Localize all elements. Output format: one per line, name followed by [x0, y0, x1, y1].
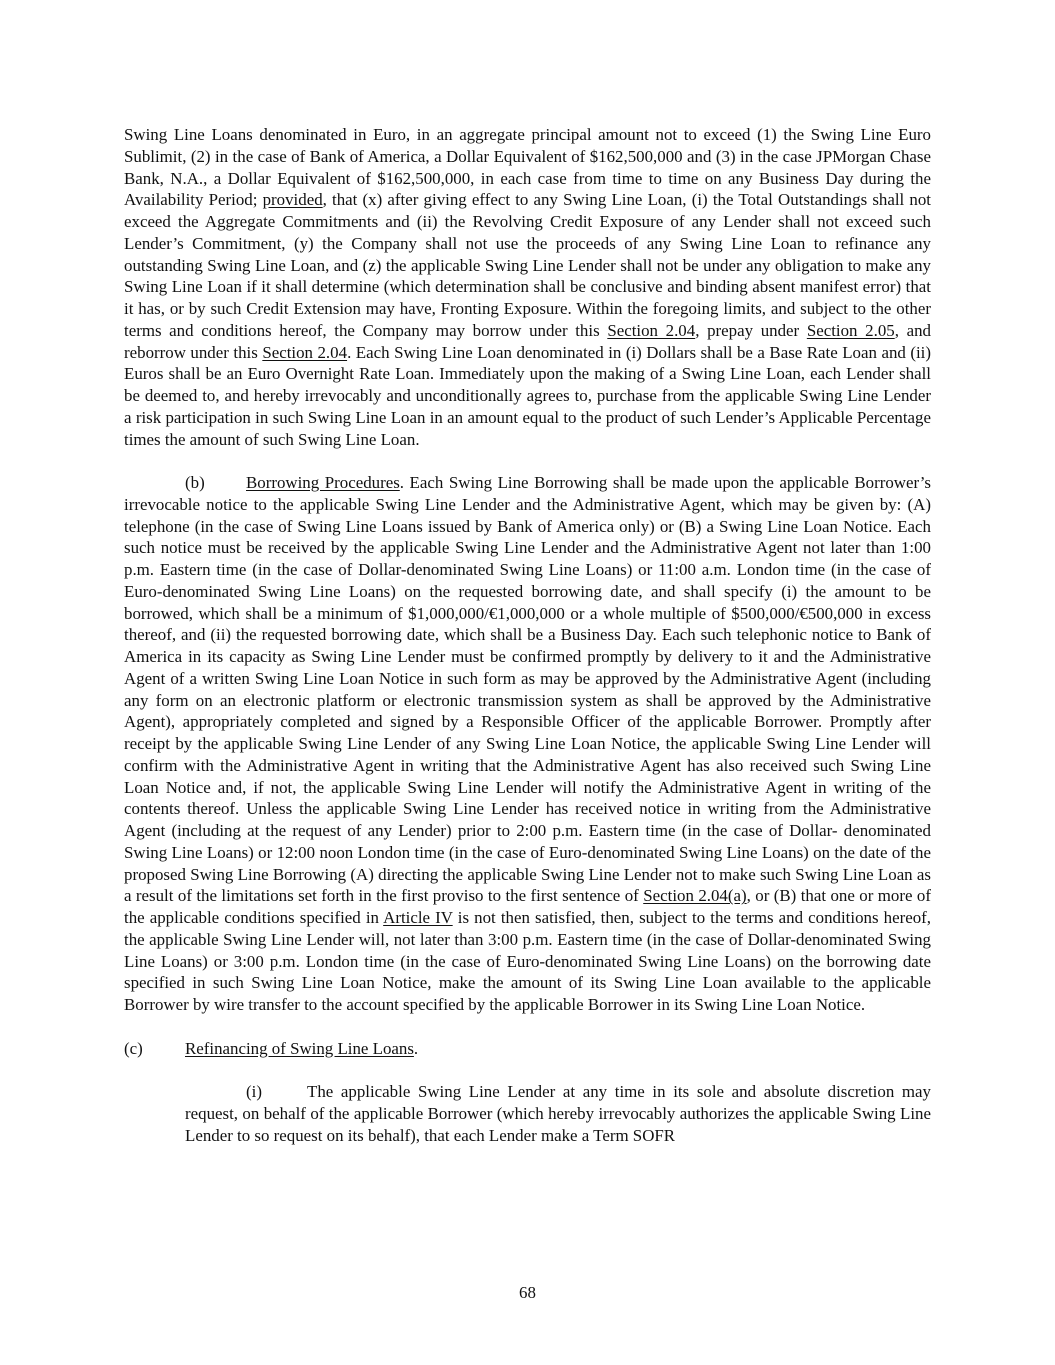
- text: , or (B) that one or more of the applicable conditions specified in: [124, 886, 931, 927]
- defined-term-provided: provided: [262, 190, 323, 210]
- text: Swing Line Loans denominated in Euro, in an aggregate principal amount not to exceed (1) the Swing Line Euro Sublimit, (2) in the case of Bank of America, a Dollar Equivalent of $162,500,000 and (3) in the case JPMorgan Chase Bank, N.A., a Dollar Equivalent of $162,500,000, in each case from time to time on any Business Day during the Availability Period;: [124, 125, 931, 210]
- section-ref-2-04: Section 2.04: [262, 342, 348, 362]
- text: , that (x) after giving effect to any Swing Line Loan, (i) the Total Outstandings shall not exceed the Aggregate Commitments and (ii) the Revolving Credit Exposure of any Lender shall not exceed such Lender’s Commitment, (y) the Company shall not use the proceeds of any Swing Line Loan to refinance any outstanding Swing Line Loan, and (z) the applicable Swing Line Lender shall not be under any obligation to make any Swing Line Loan if it shall determine (which determination shall be conclusive and binding absent manifest error) that it has, or by such Credit Extension may have, Fronting Exposure. Within the foregoing limits, and subject to the other terms and conditions hereof, the Company may borrow under this: [124, 190, 931, 340]
- section-ref-2-04: Section 2.04: [607, 320, 696, 340]
- paragraph-number: (c): [124, 1038, 143, 1058]
- text: , and reborrow under this: [124, 320, 931, 362]
- paragraph-heading: Refinancing of Swing Line Loans: [185, 1038, 414, 1058]
- text: The applicable Swing Line Lender at any time in its sole and absolute discretion may request, on behalf of the applicable Borrower (which hereby irrevocably authorizes the applicable Swing Line Lender to so request on its behalf), that each Lender make a Term SOFR: [185, 1082, 931, 1145]
- text: is not then satisfied, then, subject to the terms and conditions hereof, the applicable Swing Line Lender will, not later than 3:00 p.m. Eastern time (in the case of Dollar-denominated Swing Line Loans) or 3:00 p.m. London time (in the case of Euro-denominated Swing Line Loans) on the borrowing date specified in such Swing Line Loan Notice, make the amount of its Swing Line Loan available to the applicable Borrower by wire transfer to the account specified by the applicable Borrower in its Swing Line Loan Notice.: [124, 908, 931, 1014]
- page-number: 68: [519, 1283, 536, 1302]
- paragraph-number: (b): [185, 473, 205, 492]
- section-ref-2-05: Section 2.05: [806, 320, 895, 340]
- article-ref-iv: Article IV: [383, 908, 453, 927]
- paragraph-a: [124, 124, 931, 450]
- text: . Each Swing Line Borrowing shall be made upon the applicable Borrower’s irrevocable notice to the applicable Swing Line Lender and the Administrative Agent, which may be given by: (A) telephone (in the case of Swing Line Loans issued by Bank of America only) or (B) a Swing Line Loan Notice. Each such notice must be received by the applicable Swing Line Lender and the Administrative Agent not later than 1:00 p.m. Eastern time (in the case of Dollar-denominated Swing Line Loans) or 11:00 a.m. London time (in the case of Euro-denominated Swing Line Loans) on the requested borrowing date, and shall specify (i) the amount to be borrowed, which shall be a minimum of $1,000,000/€1,000,000 or a whole multiple of $500,000/€500,000 in excess thereof, and (ii) the requested borrowing date, which shall be a Business Day. Each such telephonic notice to Bank of America in its capacity as Swing Line Lender must be confirmed promptly by delivery to it and the Administrative Agent of a written Swing Line Loan Notice in such form as may be approved by the Administrative Agent (including any form on an electronic platform or electronic transmission system as shall be approved by the Administrative Agent), appropriately completed and signed by a Responsible Officer of the applicable Borrower. Promptly after receipt by the applicable Swing Line Lender of any Swing Line Loan Notice, the applicable Swing Line Lender will confirm with the Administrative Agent in writing that the Administrative Agent has also received such Swing Line Loan Notice and, if not, the applicable Swing Line Lender will notify the Administrative Agent in writing of the contents thereof. Unless the applicable Swing Line Lender has received notice in writing from the Administrative Agent (including at the request of any Lender) prior to 2:00 p.m. Eastern time (in the case of Dollar- denominated Swing Line Loans) or 12:00 noon London time (in the case of Euro-denominated Swing Line Loans) on the date of the proposed Swing Line Borrowing (A) directing the applicable Swing Line Lender not to make such Swing Line Loan as a result of the limitations set forth in the first proviso to the first sentence of: [124, 473, 931, 906]
- paragraph-b: [124, 472, 931, 1016]
- text: . Each Swing Line Loan denominated in (i) Dollars shall be a Base Rate Loan and (ii) Euros shall be an Euro Overnight Rate Loan. Immediately upon the making of a Swing Line Loan, each Lender shall be deemed to, and hereby irrevocably and unconditionally agrees to, purchase from the applicable Swing Line Lender a risk participation in such Swing Line Loan in an amount equal to the product of such Lender’s Applicable Percentage times the amount of such Swing Line Loan.: [124, 342, 931, 449]
- section-ref-2-04a: Section 2.04(a): [643, 886, 747, 906]
- paragraph-heading: Borrowing Procedures: [246, 473, 400, 492]
- document-page: [124, 124, 931, 1146]
- paragraph-number: (i): [246, 1082, 262, 1101]
- text: .: [413, 1038, 419, 1058]
- paragraph-c: [124, 1038, 931, 1060]
- paragraph-c-i: [124, 1081, 931, 1146]
- text: , prepay under: [695, 320, 807, 340]
